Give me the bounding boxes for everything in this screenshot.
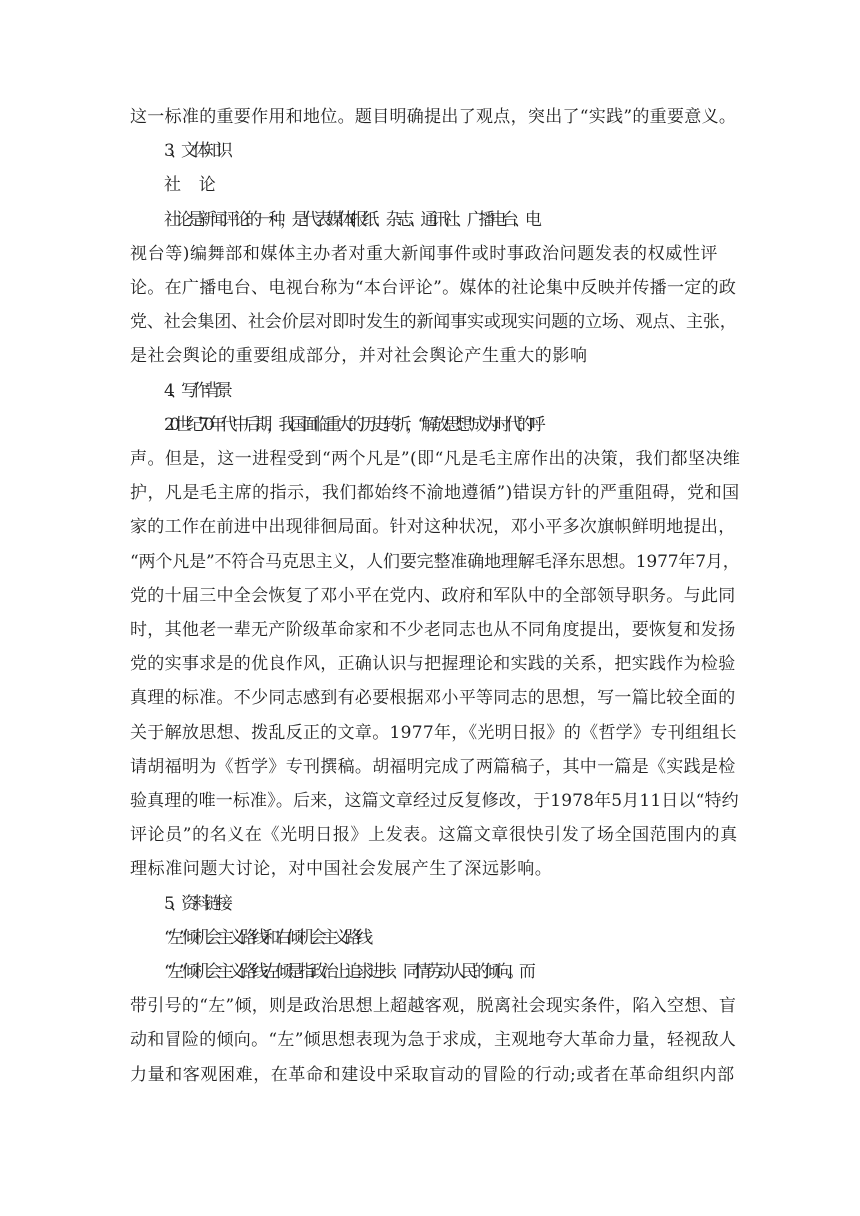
- text-line: 论。在广播电台、电视台称为“本台评论”。媒体的社论集中反映并传播一定的政: [130, 278, 737, 298]
- text-line: 是社会舆论的重要组成部分，并对社会舆论产生重大的影响: [130, 346, 588, 367]
- text-line: 验真理的唯一标准》。后来，这篇文章经过反复修改，于1978年5月11日以“特约: [130, 791, 739, 811]
- text-line: 5、资料链接: [164, 893, 228, 914]
- text-line: 关于解放思想、拨乱反正的文章。1977年，《光明日报》的《哲学》专刊组组长: [130, 722, 737, 743]
- text-line: 这一标准的重要作用和地位。题目明确提出了观点，突出了“实践”的重要意义。: [130, 107, 737, 127]
- text-line: 社论是新闻评论的一种，是代表媒体(报纸、杂志、通讯社、广播电台、电: [164, 209, 537, 230]
- text-line: 评论员”的名义在《光明日报》上发表。这篇文章很快引发了场全国范围内的真: [130, 825, 738, 846]
- text-line: 家的工作在前进中出现徘徊局面。针对这种状况，邓小平多次旗帜鲜明地提出，: [130, 517, 736, 538]
- text-line: 3、文体知识: [164, 141, 228, 162]
- text-line: 真理的标准。不少同志感到有必要根据邓小平等同志的思想，写一篇比较全面的: [130, 688, 736, 709]
- text-line: “左”倾机会主义路线和右倾机会主义路线: [164, 927, 368, 948]
- text-line: 党的十届三中全会恢复了邓小平在党内、政府和军队中的全部领导职务。与此同: [130, 585, 736, 606]
- text-line: 带引号的“左”倾，则是政治思想上超越客观，脱离社会现实条件，陷入空想、盲: [130, 996, 737, 1017]
- text-line: 理标准问题大讨论，对中国社会发展产生了深远影响。: [130, 859, 553, 880]
- text-line: 力量和客观困难，在革命和建设中采取盲动的冒险的行动;或者在革命组织内部: [130, 1064, 735, 1085]
- text-line: 动和冒险的倾向。“左”倾思想表现为急于求成，主观地夸大革命力量，轻视敌人: [130, 1030, 737, 1051]
- text-line: 4、写作背景: [164, 380, 228, 401]
- text-line: 请胡福明为《哲学》专刊撰稿。胡福明完成了两篇稿子，其中一篇是《实践是检: [130, 756, 736, 777]
- text-line: “两个凡是”不符合马克思主义，人们要完整准确地理解毛泽东思想。1977年7月，: [130, 551, 740, 572]
- text-line: 护，凡是毛主席的指示，我们都始终不渝地遵循”)错误方针的严重阻碍，党和国: [130, 483, 740, 504]
- text-line: 视台等)编舞部和媒体主办者对重大新闻事件或时事政治问题发表的权威性评: [130, 243, 719, 264]
- text-line: 社 论: [164, 175, 211, 196]
- text-line: 党、社会集团、社会价层对即时发生的新闻事实或现实问题的立场、观点、主张，: [130, 312, 737, 333]
- text-line: 声。但是，这一进程受到“两个凡是”(即“凡是毛主席作出的决策，我们都坚决维: [130, 449, 741, 469]
- text-line: “左”倾机会主义路线:左倾是指政治上追求进步、同情劳动人民的倾向。而: [164, 962, 531, 982]
- text-line: 党的实事求是的优良作风，正确认识与把握理论和实践的关系，把实践作为检验: [130, 654, 736, 675]
- text-line: 20世纪70年代中后期，我国面临重大的历史转折，“解放思想”成为时代的呼: [164, 414, 541, 435]
- text-line: 时，其他老一辈无产阶级革命家和不少老同志也从不同角度提出，要恢复和发扬: [130, 620, 736, 640]
